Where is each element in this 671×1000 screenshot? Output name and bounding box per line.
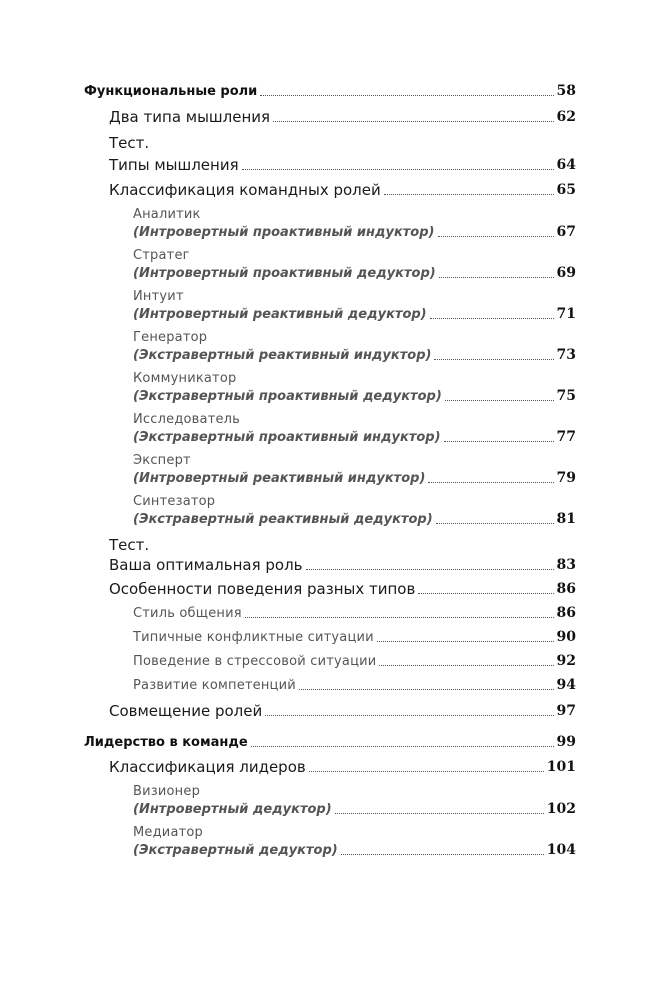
toc-entry-researcher[interactable]: [133, 429, 576, 446]
dot-leader: [335, 813, 544, 814]
toc-entry-title: Два типа мышления: [109, 108, 271, 126]
toc-entry-competence-development[interactable]: [133, 677, 576, 694]
toc-entry-page: 65: [556, 182, 576, 199]
toc-entry-team-leadership[interactable]: [84, 734, 576, 751]
toc-entry-mediator[interactable]: [133, 842, 576, 859]
dot-leader: [434, 359, 553, 360]
toc-entry-two-thinking-types[interactable]: [109, 108, 576, 126]
toc-entry-title: Классификация командных ролей: [109, 181, 381, 199]
toc-entry-title: Тест.: [109, 536, 150, 554]
toc-entry-page: 75: [556, 388, 576, 404]
toc-role-name-synthesizer: [133, 490, 215, 510]
toc-entry-page: 64: [556, 157, 576, 174]
toc-entry-title: Развитие компетенций: [133, 678, 296, 694]
toc-entry-title: (Интровертный проактивный дедуктор): [133, 266, 436, 282]
toc-entry-page: 101: [546, 759, 576, 776]
toc-entry-title: (Интровертный проактивный индуктор): [133, 225, 435, 241]
toc-entry-functional-roles[interactable]: [84, 83, 576, 100]
toc-entry-page: 97: [556, 703, 576, 720]
toc-entry-page: 86: [556, 605, 576, 621]
dot-leader: [273, 121, 553, 122]
dot-leader: [445, 400, 554, 401]
toc-role-name-strategist: [133, 244, 190, 264]
toc-entry-page: 94: [556, 677, 576, 693]
toc-entry-page: 99: [556, 734, 576, 750]
toc-entry-intuitive[interactable]: [133, 306, 576, 323]
toc-entry-title: Типичные конфликтные ситуации: [133, 630, 374, 646]
toc-role-name-analyst: [133, 203, 201, 223]
toc-entry-title: Исследователь: [133, 412, 241, 427]
dot-leader: [341, 854, 544, 855]
dot-leader: [444, 441, 554, 442]
toc-entry-generator[interactable]: [133, 347, 576, 364]
toc-entry-page: 69: [556, 265, 576, 281]
dot-leader: [251, 746, 554, 747]
dot-leader: [377, 641, 554, 642]
dot-leader: [430, 318, 554, 319]
toc-entry-behavior-features[interactable]: [109, 580, 576, 598]
toc-entry-title: Типы мышления: [109, 156, 239, 174]
toc-entry-title: Визионер: [133, 784, 201, 799]
dot-leader: [384, 194, 554, 195]
toc-entry-page: 92: [556, 653, 576, 669]
dot-leader: [242, 169, 554, 170]
dot-leader: [306, 569, 554, 570]
toc-entry-page: 71: [556, 306, 576, 322]
dot-leader: [428, 482, 553, 483]
dot-leader: [299, 689, 554, 690]
toc-entry-page: 77: [556, 429, 576, 445]
dot-leader: [436, 523, 554, 524]
toc-entry-page: 58: [556, 83, 576, 99]
dot-leader: [379, 665, 553, 666]
toc-entry-title: Лидерство в команде: [84, 735, 248, 751]
toc-entry-title: Аналитик: [133, 207, 201, 222]
dot-leader: [438, 236, 554, 237]
toc-entry-title: Стратег: [133, 248, 190, 263]
toc-entry-strategist[interactable]: [133, 265, 576, 282]
toc-entry-title: (Экстравертный проактивный дедуктор): [133, 389, 442, 405]
toc-role-name-intuitive: [133, 285, 184, 305]
toc-entry-title: Функциональные роли: [84, 84, 258, 100]
dot-leader: [439, 277, 554, 278]
toc-entry-page: 86: [556, 581, 576, 598]
toc-entry-leader-classification[interactable]: [109, 758, 576, 776]
toc-entry-test-label: [109, 535, 149, 554]
dot-leader: [309, 771, 544, 772]
toc-entry-title: Особенности поведения разных типов: [109, 580, 416, 598]
dot-leader: [265, 715, 553, 716]
toc-entry-page: 73: [556, 347, 576, 363]
toc-role-name-generator: [133, 326, 207, 346]
dot-leader: [260, 95, 553, 96]
toc-entry-title: (Экстравертный дедуктор): [133, 843, 338, 859]
toc-entry-title: Ваша оптимальная роль: [109, 556, 303, 574]
toc-role-name-mediator: [133, 821, 203, 841]
toc-entry-expert[interactable]: [133, 470, 576, 487]
toc-role-name-expert: [133, 449, 191, 469]
toc-entry-page: 90: [556, 629, 576, 645]
toc-entry-page: 81: [556, 511, 576, 527]
toc-role-name-visionary: [133, 780, 200, 800]
toc-entry-test-label: [109, 133, 149, 152]
toc-entry-synthesizer[interactable]: [133, 511, 576, 528]
toc-entry-title: (Интровертный реактивный дедуктор): [133, 307, 427, 323]
toc-entry-role-combination[interactable]: [109, 702, 576, 720]
toc-entry-title: Стиль общения: [133, 606, 242, 622]
toc-entry-title: Генератор: [133, 330, 208, 345]
toc-entry-title: (Экстравертный проактивный индуктор): [133, 430, 441, 446]
toc-role-name-communicator: [133, 367, 236, 387]
toc-entry-optimal-role[interactable]: [109, 556, 576, 574]
toc-entry-team-roles-classification[interactable]: [109, 181, 576, 199]
toc-entry-title: (Экстравертный реактивный дедуктор): [133, 512, 433, 528]
toc-entry-page: 83: [556, 557, 576, 574]
toc-entry-title: Эксперт: [133, 453, 191, 468]
toc-entry-communicator[interactable]: [133, 388, 576, 405]
toc-entry-conflict-situations[interactable]: [133, 629, 576, 646]
toc-entry-page: 102: [546, 801, 576, 817]
toc-entry-stress-behavior[interactable]: [133, 653, 576, 670]
toc-entry-title: Медиатор: [133, 825, 203, 840]
toc-entry-title: Совмещение ролей: [109, 702, 263, 720]
toc-entry-title: Поведение в стрессовой ситуации: [133, 654, 377, 670]
toc-entry-title: Классификация лидеров: [109, 758, 306, 776]
toc-entry-page: 79: [556, 470, 576, 486]
toc-entry-title: Коммуникатор: [133, 371, 237, 386]
toc-entry-title: (Экстравертный реактивный индуктор): [133, 348, 432, 364]
toc-entry-title: Тест.: [109, 134, 150, 152]
toc-entry-analyst[interactable]: [133, 224, 576, 241]
dot-leader: [418, 593, 553, 594]
toc-role-name-researcher: [133, 408, 240, 428]
toc-entry-title: (Интровертный реактивный индуктор): [133, 471, 426, 487]
toc-entry-page: 62: [556, 109, 576, 126]
toc-entry-visionary[interactable]: [133, 801, 576, 818]
toc-entry-title: Синтезатор: [133, 494, 216, 509]
toc-entry-title: (Интровертный дедуктор): [133, 802, 332, 818]
toc-entry-page: 104: [546, 842, 576, 858]
toc-entry-thinking-types[interactable]: [109, 156, 576, 174]
dot-leader: [245, 617, 554, 618]
toc-entry-page: 67: [556, 224, 576, 240]
toc-entry-communication-style[interactable]: [133, 605, 576, 622]
toc-entry-title: Интуит: [133, 289, 184, 304]
